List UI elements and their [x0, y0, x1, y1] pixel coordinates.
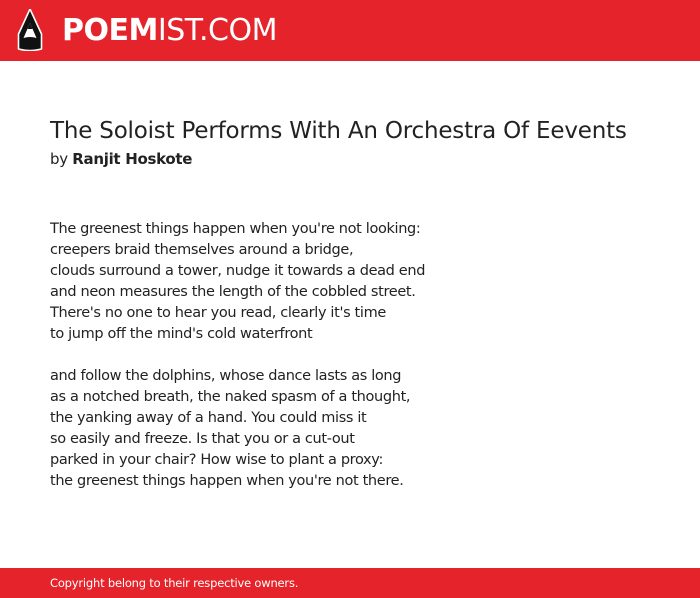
poem-line: There's no one to hear you read, clearly it's time [50, 305, 386, 321]
stanza [50, 219, 670, 345]
poem-line: so easily and freeze. Is that you or a cut-out [50, 431, 355, 447]
poem-line: the greenest things happen when you're not there. [50, 473, 404, 489]
by-label: by [50, 150, 68, 168]
pencil-tip-icon [17, 9, 43, 51]
logo-light-text: IST.COM [157, 13, 277, 48]
copyright-notice: Copyright belong to their respective owners. [50, 576, 299, 590]
byline [50, 149, 192, 169]
poem-line: creepers braid themselves around a bridge, [50, 242, 354, 258]
site-footer [0, 568, 700, 598]
logo-bold-text: POEM [62, 13, 158, 48]
poem-line: as a notched breath, the naked spasm of a thought, [50, 389, 411, 405]
poem-line: The greenest things happen when you're not looking: [50, 221, 421, 237]
poem-line: clouds surround a tower, nudge it towards a dead end [50, 263, 426, 279]
site-header [0, 0, 700, 61]
poem-line: and neon measures the length of the cobbled street. [50, 284, 416, 300]
author-name: Ranjit Hoskote [72, 150, 193, 168]
poem-line: to jump off the mind's cold waterfront [50, 326, 313, 342]
site-logo[interactable] [62, 13, 277, 49]
poem-line: the yanking away of a hand. You could miss it [50, 410, 367, 426]
stanza [50, 366, 670, 492]
poem-title: The Soloist Performs With An Orchestra Of Eevents [50, 118, 627, 144]
poem-line: parked in your chair? How wise to plant a proxy: [50, 452, 383, 468]
poem-line: and follow the dolphins, whose dance lasts as long [50, 368, 402, 384]
poem-body [50, 219, 670, 513]
